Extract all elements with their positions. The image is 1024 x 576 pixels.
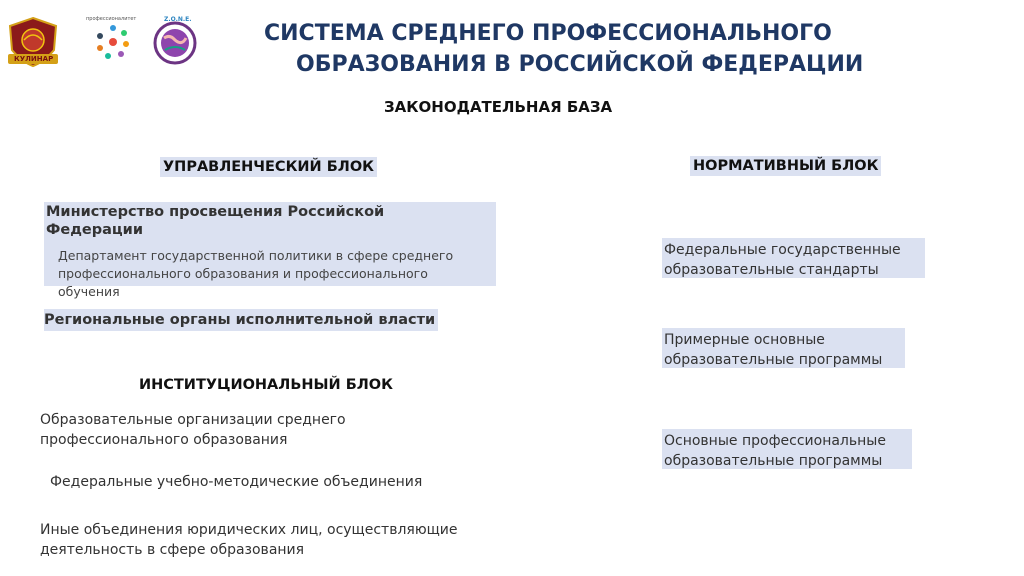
globe-icon (150, 16, 200, 68)
institutional-item2: Федеральные учебно-методические объединения (50, 474, 423, 490)
college-logo-label: КУЛИНАР (14, 55, 54, 63)
zone-logo (150, 16, 200, 68)
institutional-item3-line1: Иные объединения юридических лиц, осуществляющие (40, 522, 458, 538)
ministry-box (44, 202, 496, 299)
dots-circle-icon (86, 16, 140, 66)
normative-item3-line2: образовательные программы (664, 453, 883, 469)
institutional-item1-line1: Образовательные организации среднего (40, 412, 346, 428)
normative-item1-box (662, 238, 925, 278)
normative-item3-box (662, 429, 912, 469)
institutional-item1-line2: профессионального образования (40, 432, 288, 448)
institutional-header: ИНСТИТУЦИОНАЛЬНЫЙ БЛОК (139, 377, 393, 393)
normative-item2-box (662, 328, 905, 368)
subtitle: ЗАКОНОДАТЕЛЬНАЯ БАЗА (384, 98, 613, 116)
normative-item1-line2: образовательные стандарты (664, 262, 879, 278)
management-header: УПРАВЛЕНЧЕСКИЙ БЛОК (160, 157, 377, 177)
department-line2: профессионального образования и профессионального (58, 266, 428, 281)
college-logo (4, 16, 62, 68)
institutional-item3-line2: деятельность в сфере образования (40, 542, 305, 558)
page-title-line2: ОБРАЗОВАНИЯ В РОССИЙСКОЙ ФЕДЕРАЦИИ (296, 52, 864, 77)
professionalitet-label: профессионалитет (86, 16, 137, 22)
normative-item3-line1: Основные профессиональные (664, 433, 886, 449)
regional-label: Региональные органы исполнительной власти (44, 312, 436, 328)
normative-header: НОРМАТИВНЫЙ БЛОК (690, 156, 881, 176)
zone-label: Z.O.N.E. (164, 16, 192, 23)
normative-item2-line2: образовательные программы (664, 352, 883, 368)
regional-box (44, 309, 438, 331)
normative-item1-line1: Федеральные государственные (664, 242, 901, 258)
ministry-line2: Федерации (46, 222, 143, 238)
ministry-line1: Министерство просвещения Российской (46, 204, 385, 220)
normative-item2-line1: Примерные основные (664, 332, 825, 348)
department-line3: обучения (58, 284, 120, 299)
page-title-line1: СИСТЕМА СРЕДНЕГО ПРОФЕССИОНАЛЬНОГО (264, 21, 832, 46)
department-line1: Департамент государственной политики в сфере среднего (58, 248, 454, 263)
professionalitet-logo (86, 16, 140, 66)
